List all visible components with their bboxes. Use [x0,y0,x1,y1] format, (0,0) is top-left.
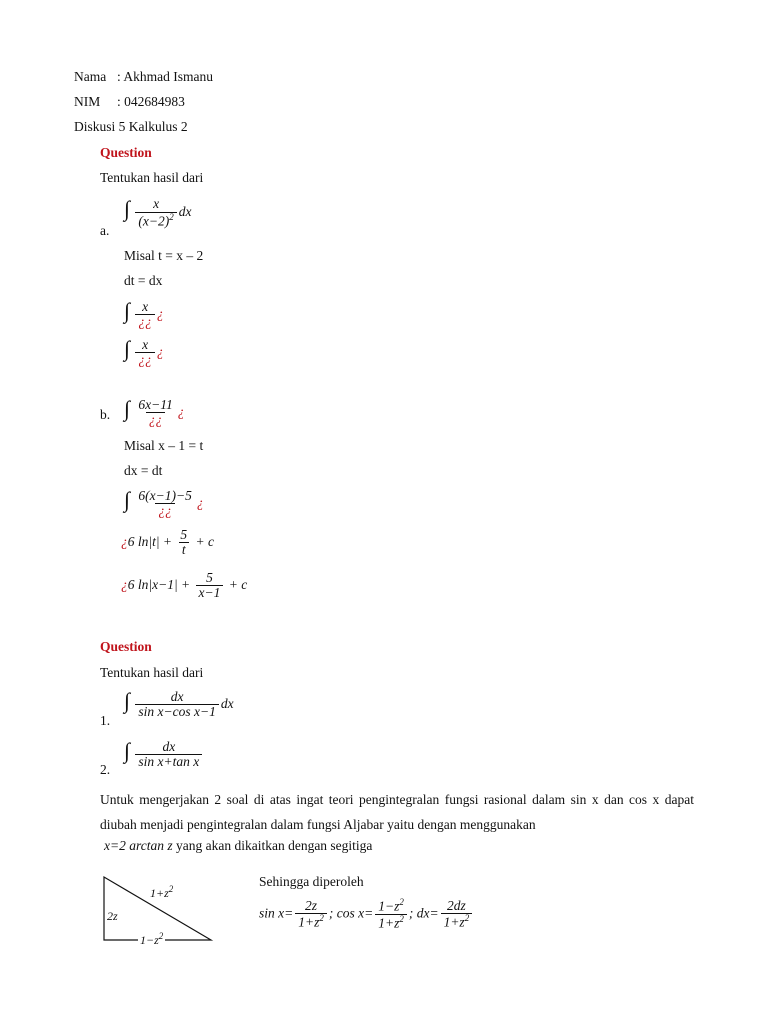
item-a-dx: dx [178,204,192,219]
item-b-result2: ¿6 ln|t| + $\frac{5}{t}$ + c [121,527,215,558]
item-b-step2: dx = dt [124,463,163,478]
substitution-line [104,838,372,854]
triangle-vertical-label: 2z [107,909,118,923]
nim-value: : 042684983 [117,94,185,109]
substitution-tail: yang akan dikaitkan dengan segitiga [175,838,373,853]
nama-value: : Akhmad Ismanu [117,69,213,84]
item-a-marker: a. [100,223,110,238]
item-a-result1: ∫ $\frac{x}{¿¿}$ ¿ [124,298,164,330]
question-heading-1: Question [100,145,152,160]
item-a-fraction [135,197,176,228]
item-b-marker: b. [100,407,111,422]
triangle-hypotenuse-label: $1+z^2$ [150,884,174,900]
item-a-step1: Misal t = x – 2 [124,248,204,263]
item-b-result1: ∫ $\frac{6(x-1)-5}{¿¿}$ ¿ [124,487,204,519]
result-heading: Sehingga diperoleh [259,874,364,889]
item-1-integral: ∫ $\frac{dx}{\text{sin x−cos x−1}}$ dx [124,688,234,720]
integral-symbol: ∫ [124,196,131,221]
item-2-marker: 2. [100,762,111,777]
item-b-result3: ¿6 ln|x−1| + $\frac{5}{x-1}$ + c [121,570,248,601]
triangle-base-label: $1-z^2$ [140,931,164,947]
item-2-integral: ∫ $\frac{dx}{\text{sin x+tan x}}$ [124,738,204,770]
item-a-denominator: $(x-2)^2$ [135,212,176,229]
nama-label: Nama [74,69,107,84]
question-heading-2: Question [100,639,152,654]
explanation-paragraph: Untuk mengerjakan 2 soal di atas ingat teori pengintegralan fungsi rasional dalam sin x dan cos x dapat diubah menjadi pengintegralan dalam fungsi Aljabar yaitu dengan menggunakan [100,792,694,832]
result-formulas: sin x= $\frac{2z}{1+z^2}$ ; cos x= $\frac{1-z^2}{1+z^2}$ ; dx= $\frac{2dz}{1+z^2}$ [259,898,474,930]
substitution-formula: x=2 arctan z [104,838,173,853]
nim-label: NIM [74,94,101,109]
item-b-integral: ∫ $\frac{6x-11}{¿¿}$ ¿ [124,396,185,428]
question-prompt-1: Tentukan hasil dari [100,170,204,185]
item-a-step2: dt = dx [124,273,163,288]
item-a-numerator: x [153,196,160,212]
question-prompt-2: Tentukan hasil dari [100,665,204,680]
item-a-result2: ∫ $\frac{x}{¿¿}$ ¿ [124,336,164,368]
item-a-integral [124,196,192,228]
item-1-marker: 1. [100,713,111,728]
document-title: Diskusi 5 Kalkulus 2 [74,119,188,134]
item-b-step1: Misal x – 1 = t [124,438,204,453]
